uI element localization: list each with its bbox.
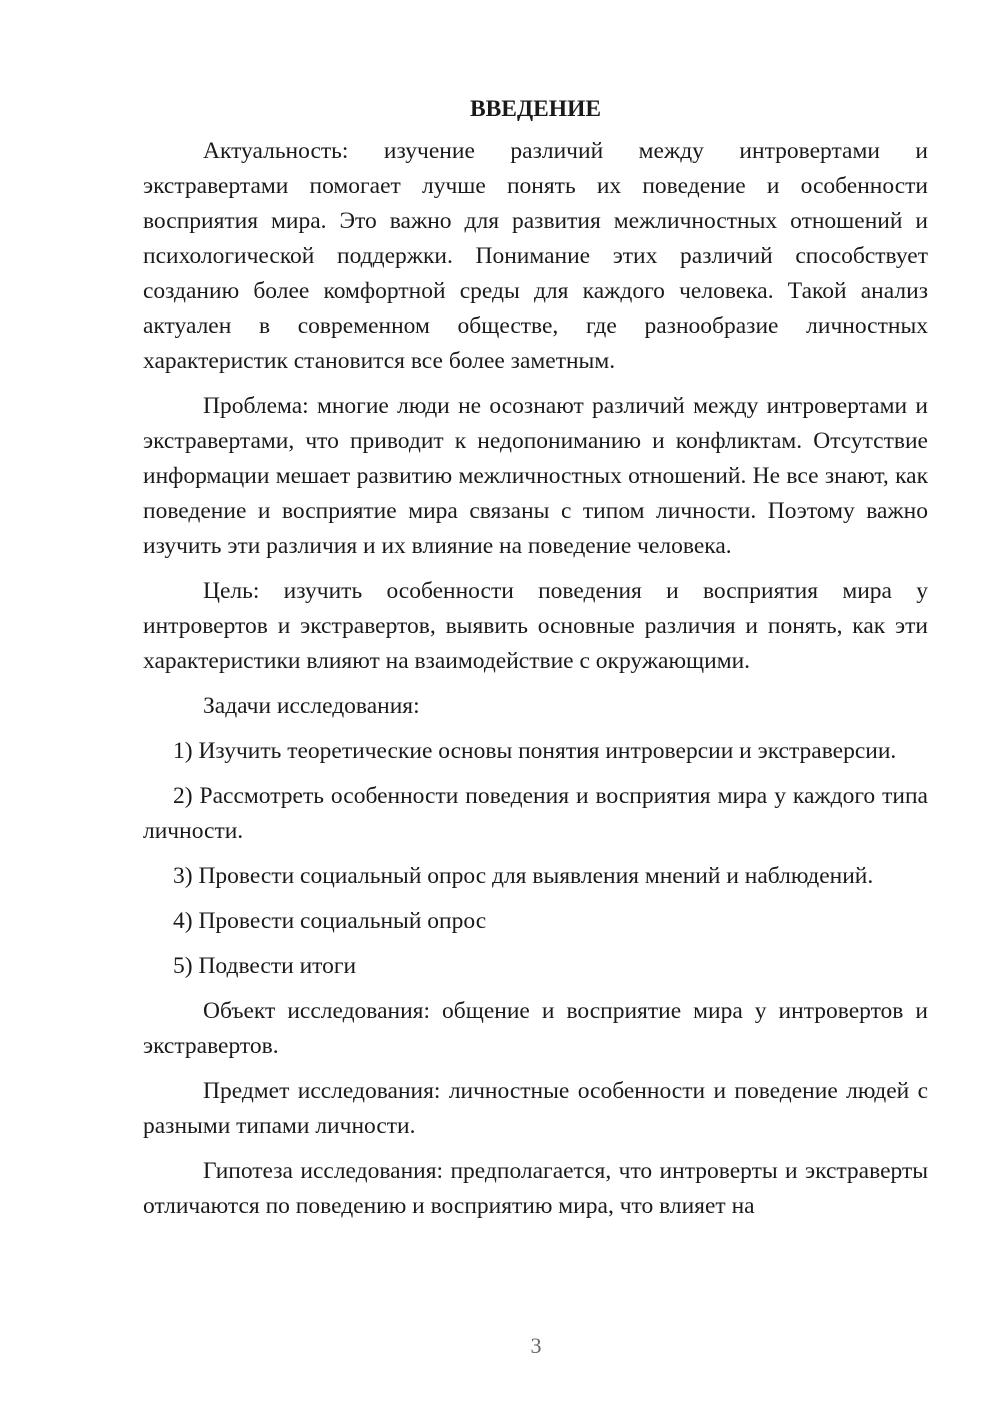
goal-paragraph: Цель: изучить особенности поведения и восприятия мира у интровертов и экстравертов, выявить основные различия и понять, как эти характеристики влияют на взаимодействие с окружающими. <box>143 578 928 674</box>
page-number: 3 <box>530 1333 542 1358</box>
task-item-3: 3) Провести социальный опрос для выявления мнений и наблюдений. <box>173 863 874 889</box>
page-content <box>143 92 928 1234</box>
problem-paragraph: Проблема: многие люди не осознают различий между интровертами и экстравертами, что приводит к недопониманию и конфликтам. Отсутствие информации мешает развитию межличностных отношений. Не все знают, как поведение и восприятие мира связаны с типом личности. Поэтому важно изучить эти различия и их влияние на поведение человека. <box>143 393 928 559</box>
tasks-title: Задачи исследования: <box>203 693 420 719</box>
task-item-2: 2) Рассмотреть особенности поведения и восприятия мира у каждого типа личности. <box>143 783 928 844</box>
subject-paragraph: Предмет исследования: личностные особенности и поведение людей с разными типами личности. <box>143 1078 928 1139</box>
hypothesis-paragraph: Гипотеза исследования: предполагается, что интроверты и экстраверты отличаются по поведению и восприятию мира, что влияет на <box>143 1158 928 1219</box>
task-item-1: 1) Изучить теоретические основы понятия интроверсии и экстраверсии. <box>173 738 897 764</box>
task-item-4: 4) Провести социальный опрос <box>173 908 487 934</box>
object-paragraph: Объект исследования: общение и восприятие мира у интровертов и экстравертов. <box>143 998 928 1059</box>
task-item-5: 5) Подвести итоги <box>173 953 357 979</box>
relevance-paragraph: Актуальность: изучение различий между интровертами и экстравертами помогает лучше понять их поведение и особенности восприятия мира. Это важно для развития межличностных отношений и психологической поддержки. Понимание этих различий способствует созданию более комфортной среды для каждого человека. Такой анализ актуален в современном обществе, где разнообразие личностных характеристик становится все более заметным. <box>143 138 928 374</box>
section-heading: ВВЕДЕНИЕ <box>469 96 602 122</box>
